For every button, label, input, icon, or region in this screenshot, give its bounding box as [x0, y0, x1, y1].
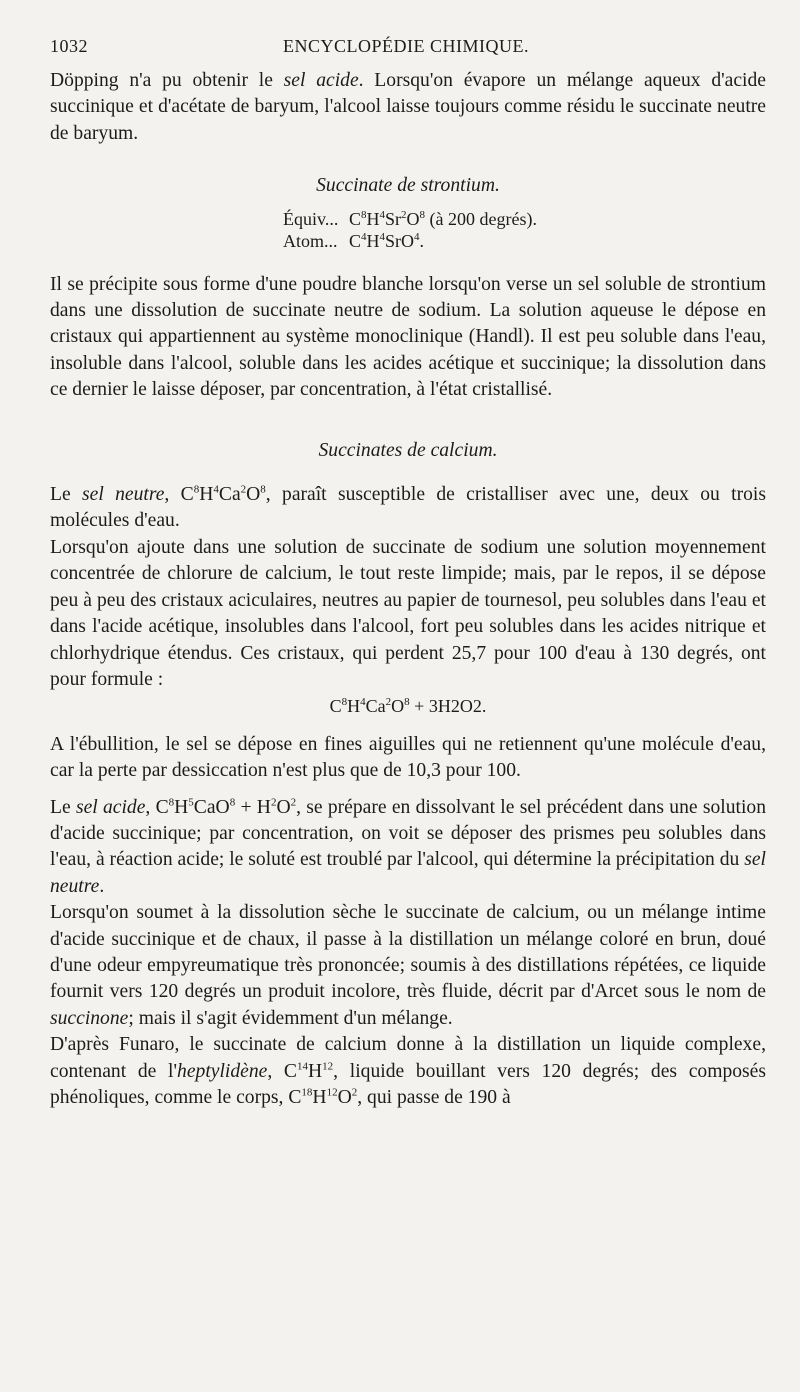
- paragraph-baryum: Döpping n'a pu obtenir le sel acide. Lorsqu'on évapore un mélange aqueux d'acide succinique et d'acétate de baryum, l'alcool laisse toujours comme résidu le succinate neutre de baryum.: [50, 70, 766, 144]
- atom-label: Atom...: [283, 230, 338, 251]
- paragraph-calcium-ebullition: A l'ébullition, le sel se dépose en fines aiguilles qui ne retiennent qu'une molécule d'eau, car la perte par dessiccation n'est plus que de 10,3 pour 100.: [50, 733, 766, 782]
- equiv-formula: $C^8H^4Sr^2O^8$ (à 200 degrés).: [349, 208, 537, 229]
- paragraph-funaro: D'après Funaro, le succinate de calcium donne à la distillation un liquide complexe, contenant de l'heptylidène, $C^{14}H^{12}$, liquide bouillant vers 120 degrés; des composés phénoliques, comme le corps, $C^{18}H^{12}O^2$, qui passe de 190 à: [50, 1034, 767, 1108]
- paragraph-distillation: Lorsqu'on soumet à la dissolution sèche le succinate de calcium, ou un mélange intime d'acide succinique et de chaux, il passe à la distillation un mélange coloré en brun, doué d'une odeur empyreumatique très prononcée; soumis à des distillations répétées, ce liquide fournit vers 120 degrés un produit incolore, très fluide, décrit par d'Arcet sous le nom de succinone; mais il s'agit évidemment d'un mélange.: [50, 902, 766, 1029]
- paragraph-calcium-neutre: Le sel neutre, $C^8H^4Ca^2O^8$, paraît susceptible de cristalliser avec une, deux ou trois molécules d'eau.: [50, 483, 766, 532]
- equiv-label: Équiv...: [283, 208, 339, 229]
- running-header: [50, 36, 762, 60]
- paragraph-sel-acide: Le sel acide, $C^8H^5CaO^8 + H^2O^2$, se prépare en dissolvant le sel précédent dans une solution d'acide succinique; par concentration, on voit se déposer des prismes peu solubles dans l'eau, à réaction acide; le soluté est troublé par l'alcool, qui détermine la précipitation du sel neutre.: [50, 796, 766, 897]
- heading-strontium: Succinate de strontium.: [316, 175, 500, 197]
- paragraph-strontium: Il se précipite sous forme d'une poudre blanche lorsqu'on verse un sel soluble de strontium dans une dissolution de succinate neutre de sodium. La solution aqueuse le dépose en cristaux qui appartiennent au système monoclinique (Handl). Il est peu soluble dans l'eau, insoluble dans l'alcool, soluble dans les acides acétique et succinique; la dissolution dans ce dernier le laisse déposer, par concentration, à l'état cristallisé.: [50, 273, 766, 401]
- paragraph-calcium-preparation: Lorsqu'on ajoute dans une solution de succinate de sodium une solution moyennement concentrée de chlorure de calcium, le tout reste limpide; mais, par le repos, il se dépose peu à peu des cristaux aciculaires, neutres au papier de tournesol, peu solubles dans l'eau et dans l'acide acétique, insolubles dans l'alcool, fort peu solubles dans les acides nitrique et chlorhydrique étendus. Ces cristaux, qui perdent 25,7 pour 100 d'eau à 130 degrés, ont pour formule :: [50, 536, 766, 690]
- running-title: ENCYCLOPÉDIE CHIMIQUE.: [283, 36, 529, 56]
- page-body: [50, 68, 766, 1111]
- formula-strontium: [283, 208, 766, 252]
- page-number: 1032: [50, 36, 88, 56]
- formula-calcium-hydrate: $C^8H^4Ca^2O^8 + 3H2O2$.: [329, 696, 487, 717]
- atom-formula: $C^4H^4SrO^4$.: [349, 230, 425, 251]
- heading-calcium: Succinates de calcium.: [318, 439, 498, 461]
